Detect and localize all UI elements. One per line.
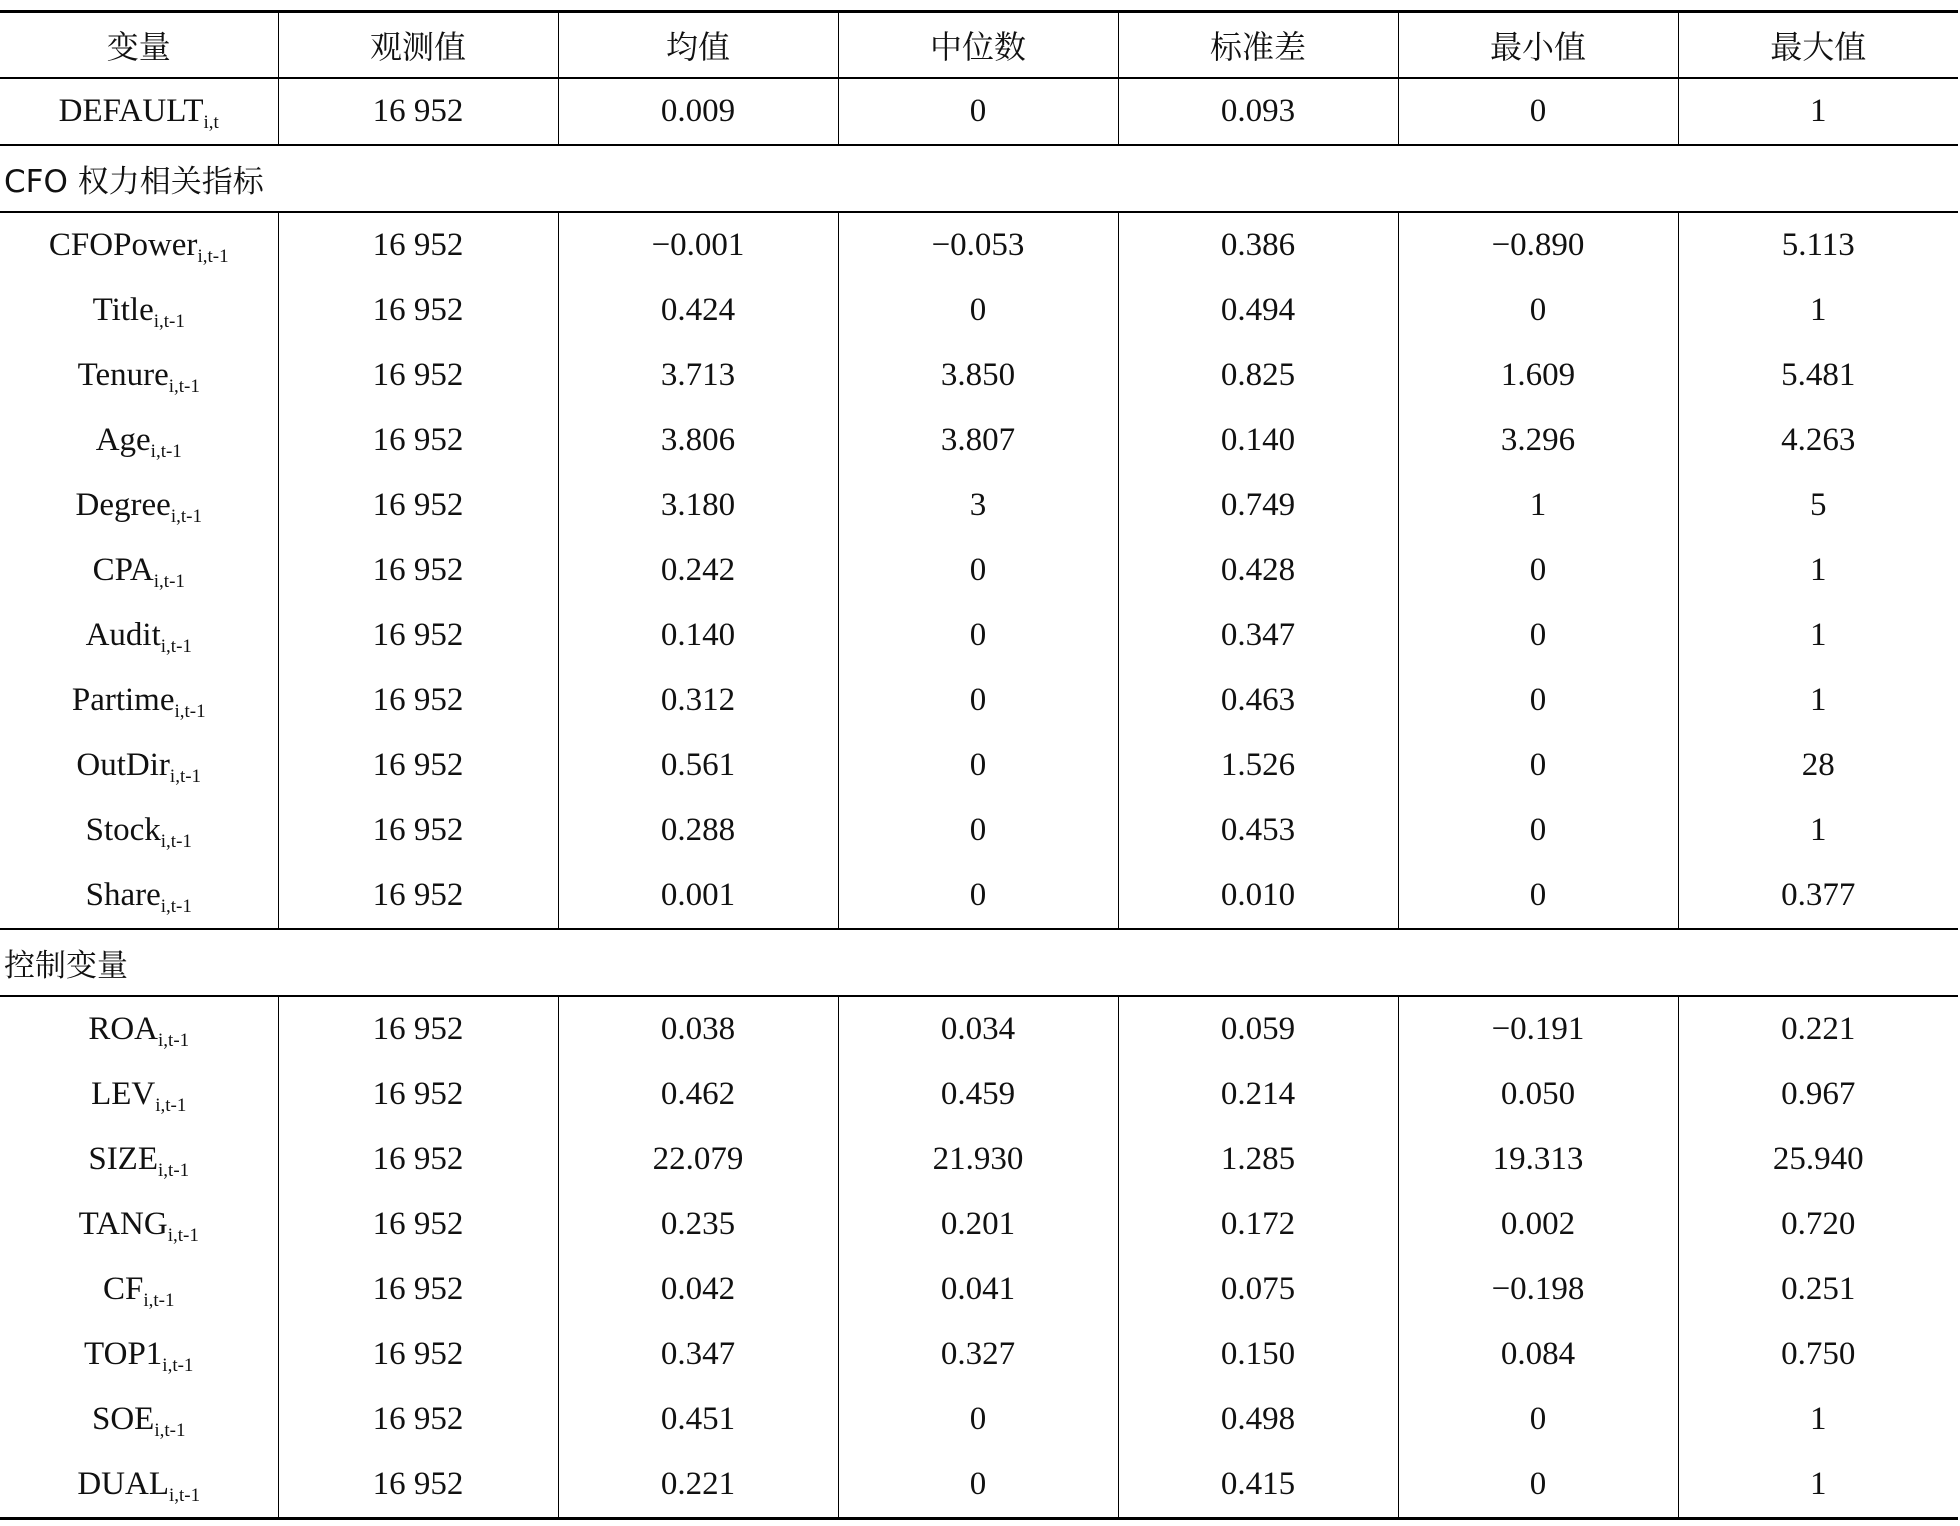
variable-subscript: i,t-1 bbox=[160, 636, 192, 657]
value-cell: 1 bbox=[1678, 538, 1958, 603]
value-cell: 0.498 bbox=[1118, 1387, 1398, 1452]
value-cell: 1 bbox=[1398, 473, 1678, 538]
value-cell: 0.561 bbox=[558, 733, 838, 798]
variable-subscript: i,t bbox=[203, 112, 219, 133]
value-cell: 16 952 bbox=[278, 1452, 558, 1519]
value-cell: 0.453 bbox=[1118, 798, 1398, 863]
value-cell: 25.940 bbox=[1678, 1127, 1958, 1192]
variable-subscript: i,t-1 bbox=[168, 376, 200, 397]
variable-name: Degree bbox=[75, 487, 171, 523]
variable-name: DEFAULT bbox=[58, 93, 204, 129]
table-row bbox=[0, 278, 1958, 343]
value-cell: 16 952 bbox=[278, 408, 558, 473]
value-cell: 0.034 bbox=[838, 996, 1118, 1062]
variable-name-cell bbox=[0, 996, 278, 1062]
value-cell: 0 bbox=[1398, 733, 1678, 798]
value-cell: 0.288 bbox=[558, 798, 838, 863]
value-cell: 28 bbox=[1678, 733, 1958, 798]
value-cell: 19.313 bbox=[1398, 1127, 1678, 1192]
value-cell: 0.010 bbox=[1118, 863, 1398, 929]
value-cell: 0.221 bbox=[558, 1452, 838, 1519]
variable-subscript: i,t-1 bbox=[153, 571, 185, 592]
variable-name-cell bbox=[0, 278, 278, 343]
value-cell: 0 bbox=[838, 733, 1118, 798]
variable-name-cell bbox=[0, 1127, 278, 1192]
value-cell: 0.312 bbox=[558, 668, 838, 733]
variable-subscript: i,t-1 bbox=[167, 1225, 199, 1246]
value-cell: 16 952 bbox=[278, 1062, 558, 1127]
value-cell: 16 952 bbox=[278, 733, 558, 798]
value-cell: 3.806 bbox=[558, 408, 838, 473]
value-cell: 16 952 bbox=[278, 1192, 558, 1257]
header-min: 最小值 bbox=[1398, 12, 1678, 79]
value-cell: 5 bbox=[1678, 473, 1958, 538]
header-mean: 均值 bbox=[558, 12, 838, 79]
value-cell: 5.113 bbox=[1678, 212, 1958, 278]
value-cell: 0 bbox=[838, 1452, 1118, 1519]
value-cell: 3.713 bbox=[558, 343, 838, 408]
variable-subscript: i,t-1 bbox=[158, 1160, 190, 1181]
variable-name: OutDir bbox=[76, 747, 170, 783]
value-cell: 3.180 bbox=[558, 473, 838, 538]
value-cell: 16 952 bbox=[278, 863, 558, 929]
value-cell: −0.001 bbox=[558, 212, 838, 278]
variable-name: SOE bbox=[92, 1401, 155, 1437]
value-cell: 5.481 bbox=[1678, 343, 1958, 408]
variable-name: LEV bbox=[91, 1076, 156, 1112]
variable-name-cell bbox=[0, 343, 278, 408]
value-cell: 0.347 bbox=[558, 1322, 838, 1387]
value-cell: −0.890 bbox=[1398, 212, 1678, 278]
value-cell: 0.038 bbox=[558, 996, 838, 1062]
value-cell: 0 bbox=[838, 1387, 1118, 1452]
value-cell: 1 bbox=[1678, 668, 1958, 733]
table-row bbox=[0, 668, 1958, 733]
variable-name: CFOPower bbox=[48, 227, 198, 263]
section-row bbox=[0, 929, 1958, 996]
value-cell: 0 bbox=[838, 863, 1118, 929]
value-cell: 16 952 bbox=[278, 343, 558, 408]
variable-name-cell bbox=[0, 473, 278, 538]
value-cell: 0 bbox=[1398, 1452, 1678, 1519]
value-cell: 3.807 bbox=[838, 408, 1118, 473]
value-cell: 1.609 bbox=[1398, 343, 1678, 408]
value-cell: 3.296 bbox=[1398, 408, 1678, 473]
value-cell: 0 bbox=[838, 538, 1118, 603]
value-cell: 0.002 bbox=[1398, 1192, 1678, 1257]
value-cell: 0 bbox=[1398, 278, 1678, 343]
value-cell: 16 952 bbox=[278, 473, 558, 538]
value-cell: 0.494 bbox=[1118, 278, 1398, 343]
table-row bbox=[0, 798, 1958, 863]
variable-subscript: i,t-1 bbox=[162, 1355, 194, 1376]
value-cell: 1 bbox=[1678, 278, 1958, 343]
table-row bbox=[0, 408, 1958, 473]
variable-name-cell bbox=[0, 1322, 278, 1387]
value-cell: 0.415 bbox=[1118, 1452, 1398, 1519]
table-row bbox=[0, 996, 1958, 1062]
value-cell: 4.263 bbox=[1678, 408, 1958, 473]
value-cell: 0 bbox=[1398, 538, 1678, 603]
variable-name: Audit bbox=[85, 617, 161, 653]
header-row bbox=[0, 12, 1958, 79]
variable-name-cell bbox=[0, 603, 278, 668]
variable-name: Share bbox=[85, 877, 161, 913]
table-row bbox=[0, 78, 1958, 145]
variable-name: TOP1 bbox=[84, 1336, 163, 1372]
value-cell: −0.053 bbox=[838, 212, 1118, 278]
value-cell: 0.451 bbox=[558, 1387, 838, 1452]
value-cell: 0.140 bbox=[1118, 408, 1398, 473]
value-cell: 22.079 bbox=[558, 1127, 838, 1192]
variable-name: Partime bbox=[71, 682, 175, 718]
value-cell: 0.749 bbox=[1118, 473, 1398, 538]
section-title: CFO 权力相关指标 bbox=[0, 145, 1958, 212]
value-cell: 0.050 bbox=[1398, 1062, 1678, 1127]
variable-name: Age bbox=[95, 422, 151, 458]
value-cell: 0.150 bbox=[1118, 1322, 1398, 1387]
variable-subscript: i,t-1 bbox=[160, 896, 192, 917]
value-cell: 0.235 bbox=[558, 1192, 838, 1257]
header-median: 中位数 bbox=[838, 12, 1118, 79]
variable-name-cell bbox=[0, 408, 278, 473]
variable-subscript: i,t-1 bbox=[155, 1095, 187, 1116]
value-cell: 16 952 bbox=[278, 798, 558, 863]
value-cell: 0.251 bbox=[1678, 1257, 1958, 1322]
value-cell: 16 952 bbox=[278, 78, 558, 145]
value-cell: 0 bbox=[838, 278, 1118, 343]
variable-name-cell bbox=[0, 798, 278, 863]
value-cell: 0.009 bbox=[558, 78, 838, 145]
section-title: 控制变量 bbox=[0, 929, 1958, 996]
value-cell: 0.172 bbox=[1118, 1192, 1398, 1257]
variable-subscript: i,t-1 bbox=[150, 441, 182, 462]
value-cell: 0.720 bbox=[1678, 1192, 1958, 1257]
variable-name: Tenure bbox=[77, 357, 169, 393]
variable-name: DUAL bbox=[77, 1466, 169, 1502]
table-row bbox=[0, 1127, 1958, 1192]
value-cell: 0.242 bbox=[558, 538, 838, 603]
value-cell: 0.084 bbox=[1398, 1322, 1678, 1387]
header-observations: 观测值 bbox=[278, 12, 558, 79]
value-cell: 0.093 bbox=[1118, 78, 1398, 145]
value-cell: 0 bbox=[1398, 1387, 1678, 1452]
variable-name-cell bbox=[0, 538, 278, 603]
variable-name: ROA bbox=[88, 1011, 159, 1047]
value-cell: 0.201 bbox=[838, 1192, 1118, 1257]
section-row bbox=[0, 145, 1958, 212]
value-cell: 1 bbox=[1678, 1387, 1958, 1452]
value-cell: 0.221 bbox=[1678, 996, 1958, 1062]
value-cell: 0 bbox=[1398, 78, 1678, 145]
value-cell: 1 bbox=[1678, 78, 1958, 145]
value-cell: 0.967 bbox=[1678, 1062, 1958, 1127]
value-cell: 0 bbox=[1398, 603, 1678, 668]
table-row bbox=[0, 733, 1958, 798]
variable-name: Title bbox=[92, 292, 154, 328]
variable-subscript: i,t-1 bbox=[169, 1485, 201, 1506]
value-cell: 3.850 bbox=[838, 343, 1118, 408]
value-cell: 0 bbox=[1398, 863, 1678, 929]
value-cell: 0 bbox=[1398, 798, 1678, 863]
value-cell: 0.459 bbox=[838, 1062, 1118, 1127]
table-row bbox=[0, 1192, 1958, 1257]
value-cell: 0 bbox=[1398, 668, 1678, 733]
value-cell: 0.327 bbox=[838, 1322, 1118, 1387]
variable-subscript: i,t-1 bbox=[153, 311, 185, 332]
value-cell: 0 bbox=[838, 78, 1118, 145]
table-row bbox=[0, 863, 1958, 929]
value-cell: 16 952 bbox=[278, 212, 558, 278]
header-variable: 变量 bbox=[0, 12, 278, 79]
value-cell: 16 952 bbox=[278, 1257, 558, 1322]
value-cell: −0.198 bbox=[1398, 1257, 1678, 1322]
table-body bbox=[0, 78, 1958, 1519]
value-cell: 0.042 bbox=[558, 1257, 838, 1322]
variable-name: CPA bbox=[92, 552, 154, 588]
variable-name-cell bbox=[0, 863, 278, 929]
variable-subscript: i,t-1 bbox=[169, 766, 202, 787]
variable-name: SIZE bbox=[88, 1141, 159, 1177]
value-cell: 3 bbox=[838, 473, 1118, 538]
variable-name-cell bbox=[0, 1452, 278, 1519]
variable-subscript: i,t-1 bbox=[174, 701, 206, 722]
variable-subscript: i,t-1 bbox=[197, 246, 229, 267]
variable-name-cell bbox=[0, 212, 278, 278]
variable-name-cell bbox=[0, 1192, 278, 1257]
variable-subscript: i,t-1 bbox=[154, 1420, 186, 1441]
value-cell: 0.214 bbox=[1118, 1062, 1398, 1127]
value-cell: 0.001 bbox=[558, 863, 838, 929]
table-row bbox=[0, 1387, 1958, 1452]
value-cell: 0.041 bbox=[838, 1257, 1118, 1322]
table-row bbox=[0, 1257, 1958, 1322]
value-cell: 16 952 bbox=[278, 278, 558, 343]
variable-name-cell bbox=[0, 1257, 278, 1322]
value-cell: 0 bbox=[838, 668, 1118, 733]
value-cell: 21.930 bbox=[838, 1127, 1118, 1192]
value-cell: −0.191 bbox=[1398, 996, 1678, 1062]
variable-name: TANG bbox=[78, 1206, 168, 1242]
value-cell: 16 952 bbox=[278, 538, 558, 603]
value-cell: 16 952 bbox=[278, 996, 558, 1062]
value-cell: 16 952 bbox=[278, 1127, 558, 1192]
value-cell: 0.075 bbox=[1118, 1257, 1398, 1322]
table-row bbox=[0, 538, 1958, 603]
variable-name-cell bbox=[0, 1062, 278, 1127]
variable-name: Stock bbox=[85, 812, 161, 848]
variable-name-cell bbox=[0, 78, 278, 145]
variable-name: CF bbox=[102, 1271, 144, 1307]
variable-name-cell bbox=[0, 668, 278, 733]
variable-name-cell bbox=[0, 733, 278, 798]
value-cell: 16 952 bbox=[278, 1322, 558, 1387]
value-cell: 0.140 bbox=[558, 603, 838, 668]
value-cell: 0 bbox=[838, 603, 1118, 668]
table-row bbox=[0, 603, 1958, 668]
table-row bbox=[0, 212, 1958, 278]
stats-table bbox=[0, 10, 1958, 1520]
variable-subscript: i,t-1 bbox=[160, 831, 192, 852]
value-cell: 0 bbox=[838, 798, 1118, 863]
table-row bbox=[0, 1452, 1958, 1519]
value-cell: 1 bbox=[1678, 798, 1958, 863]
value-cell: 0.750 bbox=[1678, 1322, 1958, 1387]
value-cell: 0.424 bbox=[558, 278, 838, 343]
value-cell: 0.463 bbox=[1118, 668, 1398, 733]
value-cell: 0.059 bbox=[1118, 996, 1398, 1062]
value-cell: 1.285 bbox=[1118, 1127, 1398, 1192]
value-cell: 0.825 bbox=[1118, 343, 1398, 408]
value-cell: 0.347 bbox=[1118, 603, 1398, 668]
value-cell: 0.386 bbox=[1118, 212, 1398, 278]
header-std-dev: 标准差 bbox=[1118, 12, 1398, 79]
table-row bbox=[0, 1322, 1958, 1387]
value-cell: 16 952 bbox=[278, 668, 558, 733]
value-cell: 0.462 bbox=[558, 1062, 838, 1127]
variable-name-cell bbox=[0, 1387, 278, 1452]
value-cell: 16 952 bbox=[278, 1387, 558, 1452]
table-row bbox=[0, 1062, 1958, 1127]
table-row bbox=[0, 343, 1958, 408]
header-max: 最大值 bbox=[1678, 12, 1958, 79]
value-cell: 0.377 bbox=[1678, 863, 1958, 929]
value-cell: 1 bbox=[1678, 603, 1958, 668]
variable-subscript: i,t-1 bbox=[158, 1030, 190, 1051]
value-cell: 16 952 bbox=[278, 603, 558, 668]
table-row bbox=[0, 473, 1958, 538]
value-cell: 1.526 bbox=[1118, 733, 1398, 798]
value-cell: 0.428 bbox=[1118, 538, 1398, 603]
variable-subscript: i,t-1 bbox=[143, 1290, 175, 1311]
value-cell: 1 bbox=[1678, 1452, 1958, 1519]
variable-subscript: i,t-1 bbox=[170, 506, 202, 527]
